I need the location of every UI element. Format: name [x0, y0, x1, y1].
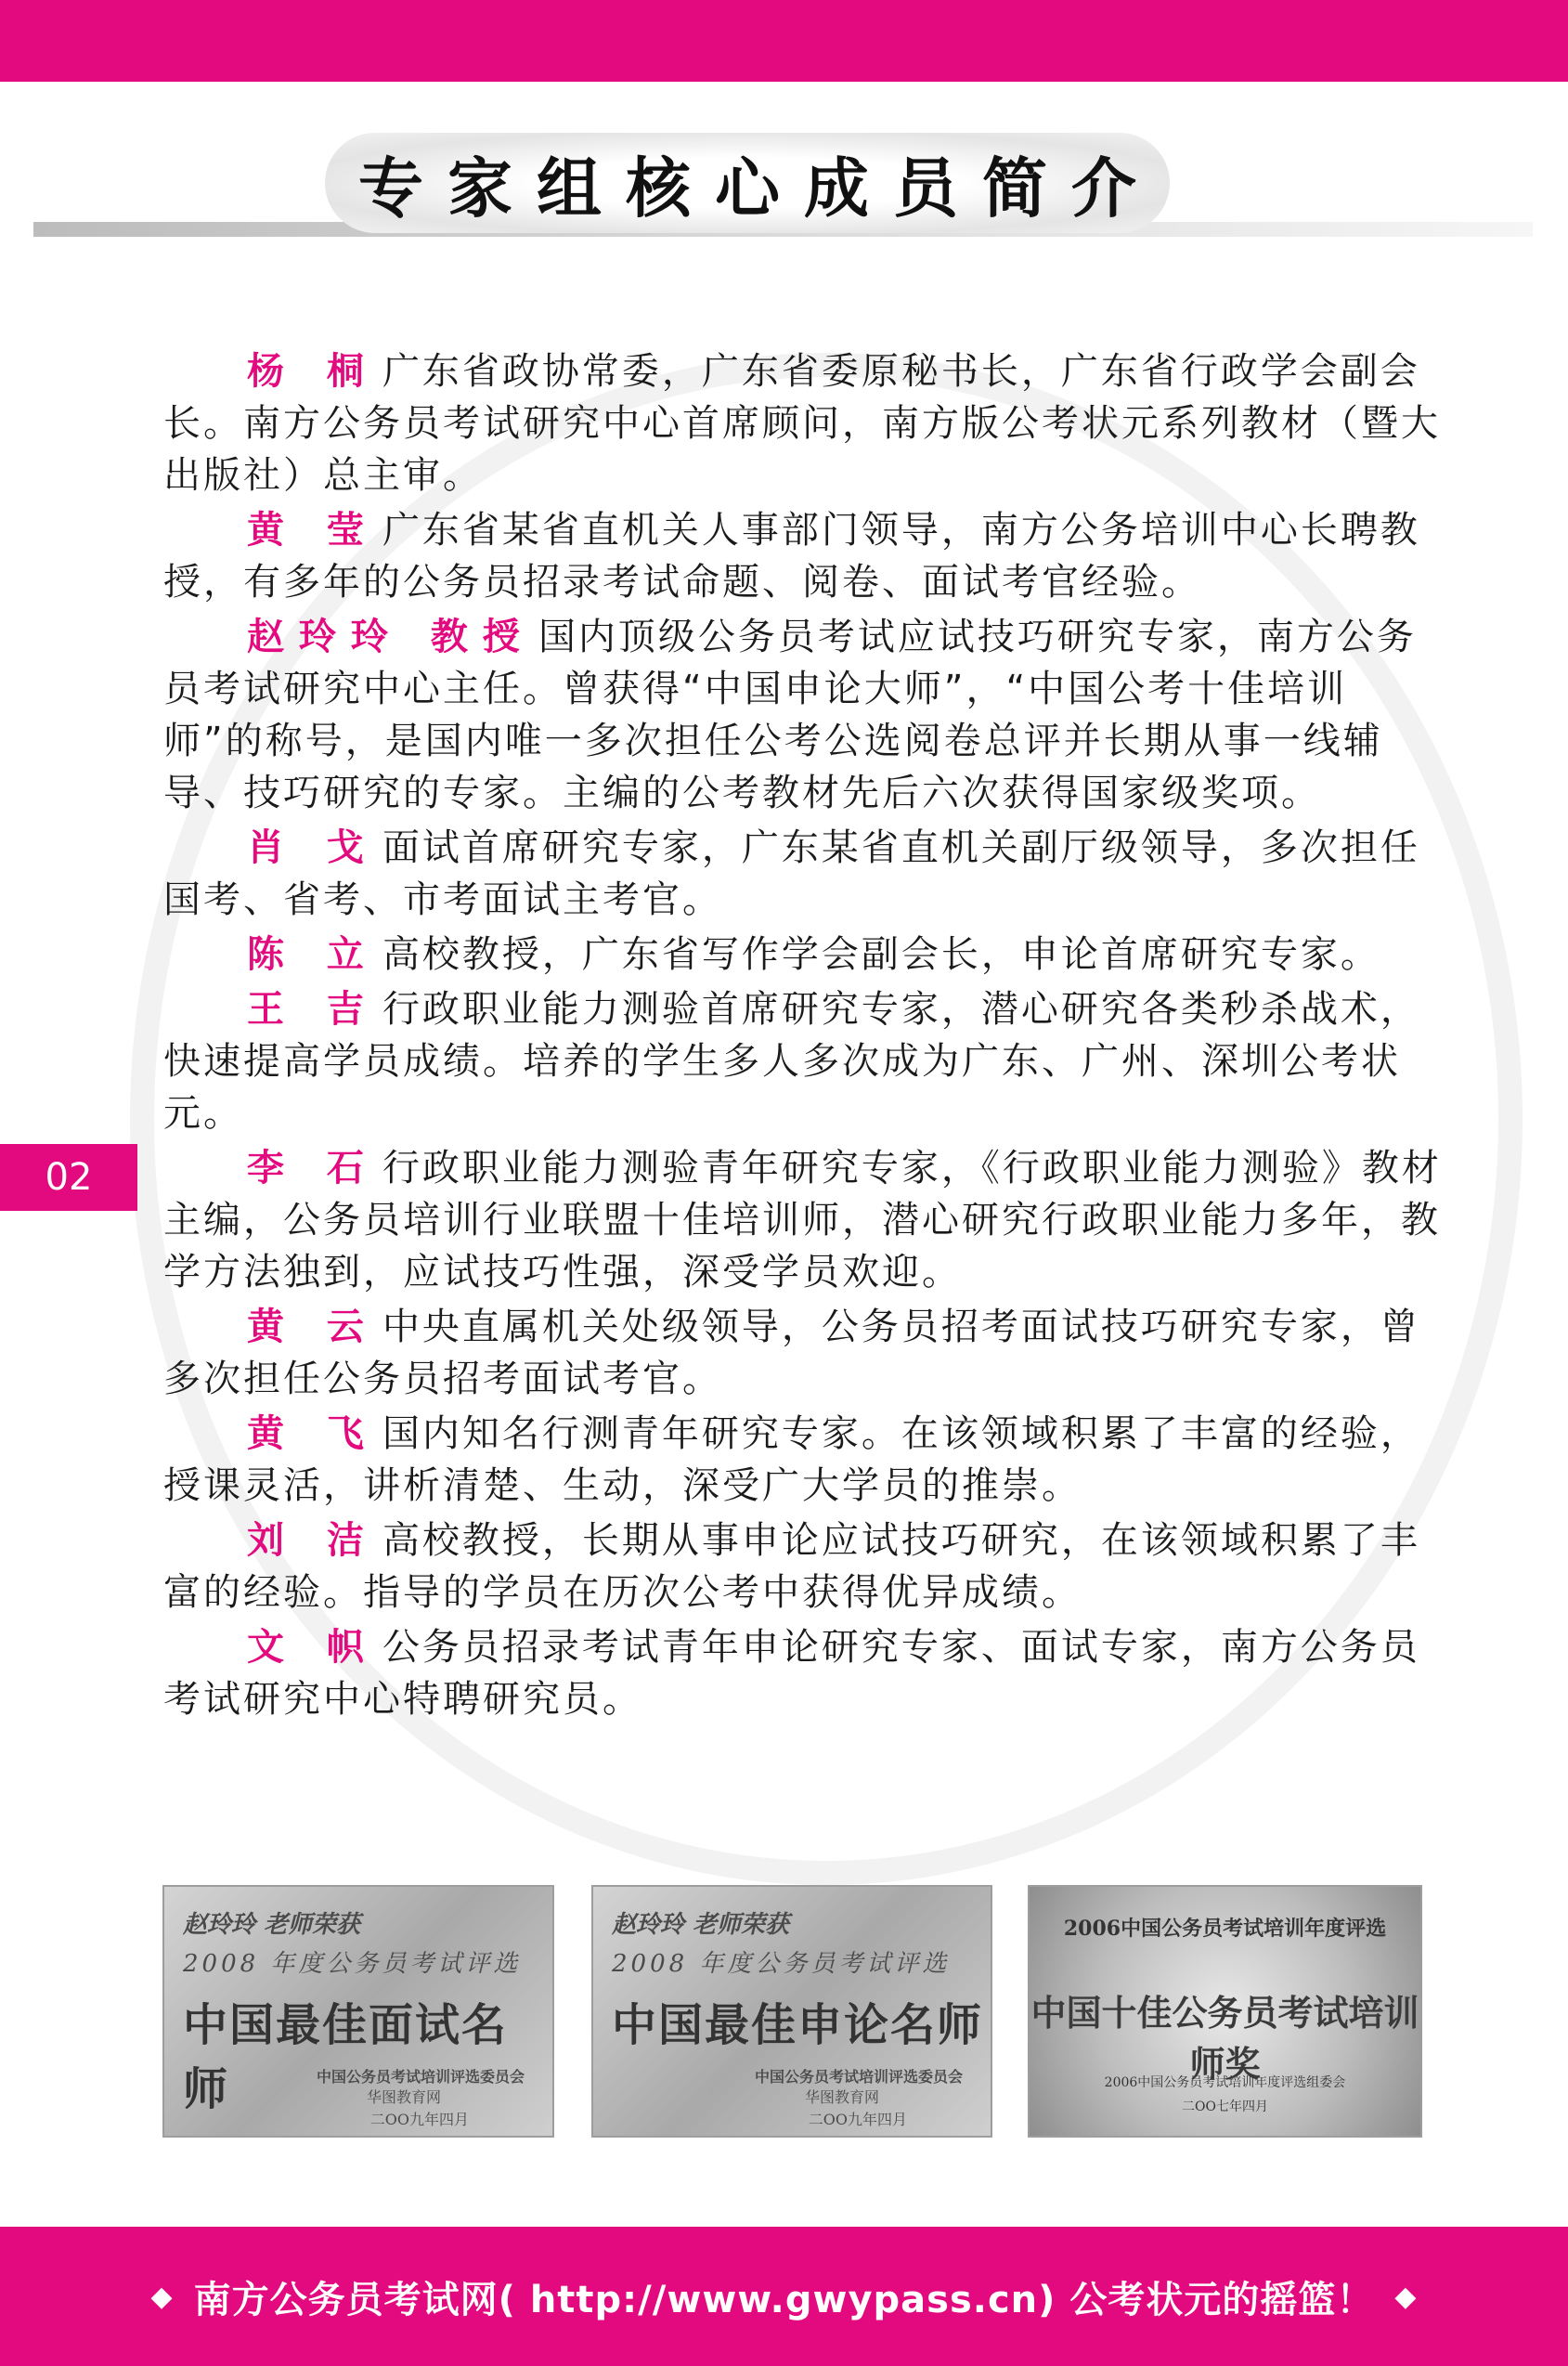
expert-bio — [163, 611, 1445, 819]
expert-name: 赵玲玲 教授 — [247, 616, 535, 658]
certificate-issuer: 2006中国公务员考试培训年度评选组委会 — [1104, 2075, 1346, 2090]
certificate-award: 中国最佳申论名师 — [612, 1999, 984, 2051]
certificate-issuer: 中国公务员考试培训评选委员会 — [754, 2068, 963, 2086]
certificate-photo — [1028, 1885, 1422, 2138]
expert-bio — [163, 822, 1445, 926]
certificate-award: 中国最佳面试名师 — [183, 1999, 509, 2115]
certificate-issuer: 中国公务员考试培训评选委员会 — [316, 2068, 525, 2086]
top-color-band — [0, 0, 1568, 82]
expert-description: 广东省政协常委，广东省委原秘书长，广东省行政学会副会长。南方公务员考试研究中心首席顾问，南方版公考状元系列教材（暨大出版社）总主审。 — [163, 350, 1441, 497]
certificate-issuer-2: 华图教育网 — [366, 2088, 441, 2106]
expert-bio — [163, 345, 1445, 501]
expert-description: 广东省某省直机关人事部门领导，南方公务培训中心长聘教授，有多年的公务员招录考试命题、阅卷、面试考官经验。 — [163, 509, 1420, 604]
certificate-event: 2006中国公务员考试培训年度评选 — [1063, 1917, 1387, 1941]
certificate-date: 二OO九年四月 — [369, 2111, 469, 2128]
expert-bio-list — [163, 345, 1445, 1728]
diamond-bullet-icon: ◆ — [1394, 2280, 1418, 2313]
certificate-recipient: 赵玲玲 老师荣获 — [612, 1911, 790, 1939]
expert-description: 高校教授，广东省写作学会副会长，申论首席研究专家。 — [382, 933, 1380, 976]
expert-name: 陈 立 — [247, 933, 379, 976]
expert-description: 国内顶级公务员考试应试技巧研究专家，南方公务员考试研究中心主任。曾获得“中国申论大师”，“中国公考十佳培训师”的称号，是国内唯一多次担任公考公选阅卷总评并长期从事一线辅导、技巧研究的专家。主编的公考教材先后六次获得国家级奖项。 — [163, 616, 1417, 814]
expert-description: 高校教授，长期从事申论应试技巧研究，在该领域积累了丰富的经验。指导的学员在历次公考中获得优异成绩。 — [163, 1519, 1420, 1614]
expert-description: 行政职业能力测验青年研究专家，《行政职业能力测验》教材主编，公务员培训行业联盟十佳培训师，潜心研究行政职业能力多年，教学方法独到，应试技巧性强，深受学员欢迎。 — [163, 1147, 1442, 1294]
expert-name: 黄 云 — [247, 1306, 379, 1348]
certificate-photo — [591, 1885, 992, 2138]
expert-description: 中央直属机关处级领导，公务员招考面试技巧研究专家，曾多次担任公务员招考面试考官。 — [163, 1306, 1420, 1400]
expert-name: 黄 飞 — [247, 1412, 379, 1455]
footer-slogan: 南方公务员考试网( http://www.gwypass.cn) 公考状元的摇篮！ — [193, 2278, 1375, 2321]
expert-bio — [163, 504, 1445, 608]
expert-name: 文 帜 — [247, 1626, 379, 1669]
expert-bio — [163, 1408, 1445, 1512]
certificate-event: 2008 年度公务员考试评选 — [183, 1950, 522, 1978]
footer-band — [0, 2227, 1568, 2366]
expert-description: 行政职业能力测验首席研究专家，潜心研究各类秒杀战术，快速提高学员成绩。培养的学生多人多次成为广东、广州、深圳公考状元。 — [163, 988, 1420, 1135]
page-number: 02 — [0, 1144, 137, 1211]
expert-name: 王 吉 — [247, 988, 379, 1031]
certificate-recipient: 赵玲玲 老师荣获 — [183, 1911, 361, 1939]
expert-name: 刘 洁 — [247, 1519, 379, 1562]
title-banner — [0, 125, 1568, 246]
expert-description: 公务员招录考试青年申论研究专家、面试专家，南方公务员考试研究中心特聘研究员。 — [163, 1626, 1420, 1721]
expert-bio — [163, 983, 1445, 1139]
certificate-date: 二OO七年四月 — [1182, 2100, 1268, 2114]
diamond-bullet-icon: ◆ — [150, 2280, 174, 2313]
certificate-event: 2008 年度公务员考试评选 — [612, 1950, 951, 1978]
certificate-award: 中国十佳公务员考试培训师奖 — [1030, 1992, 1419, 2085]
expert-bio — [163, 1301, 1445, 1405]
certificate-photos — [0, 1885, 1568, 2140]
expert-name: 肖 戈 — [247, 826, 379, 869]
page-title: 专家组核心成员简介 — [358, 150, 1160, 227]
expert-bio — [163, 1621, 1445, 1725]
certificate-date: 二OO九年四月 — [808, 2111, 907, 2128]
expert-name: 杨 桐 — [247, 350, 379, 393]
certificate-photo — [162, 1885, 554, 2138]
expert-name: 李 石 — [247, 1147, 379, 1190]
expert-bio — [163, 1142, 1445, 1298]
expert-description: 国内知名行测青年研究专家。在该领域积累了丰富的经验，授课灵活，讲析清楚、生动，深受广大学员的推崇。 — [163, 1412, 1420, 1507]
certificate-issuer-2: 华图教育网 — [804, 2088, 879, 2106]
expert-name: 黄 莹 — [247, 509, 379, 552]
expert-bio — [163, 929, 1445, 981]
expert-description: 面试首席研究专家，广东某省直机关副厅级领导，多次担任国考、省考、市考面试主考官。 — [163, 826, 1420, 921]
expert-bio — [163, 1514, 1445, 1618]
